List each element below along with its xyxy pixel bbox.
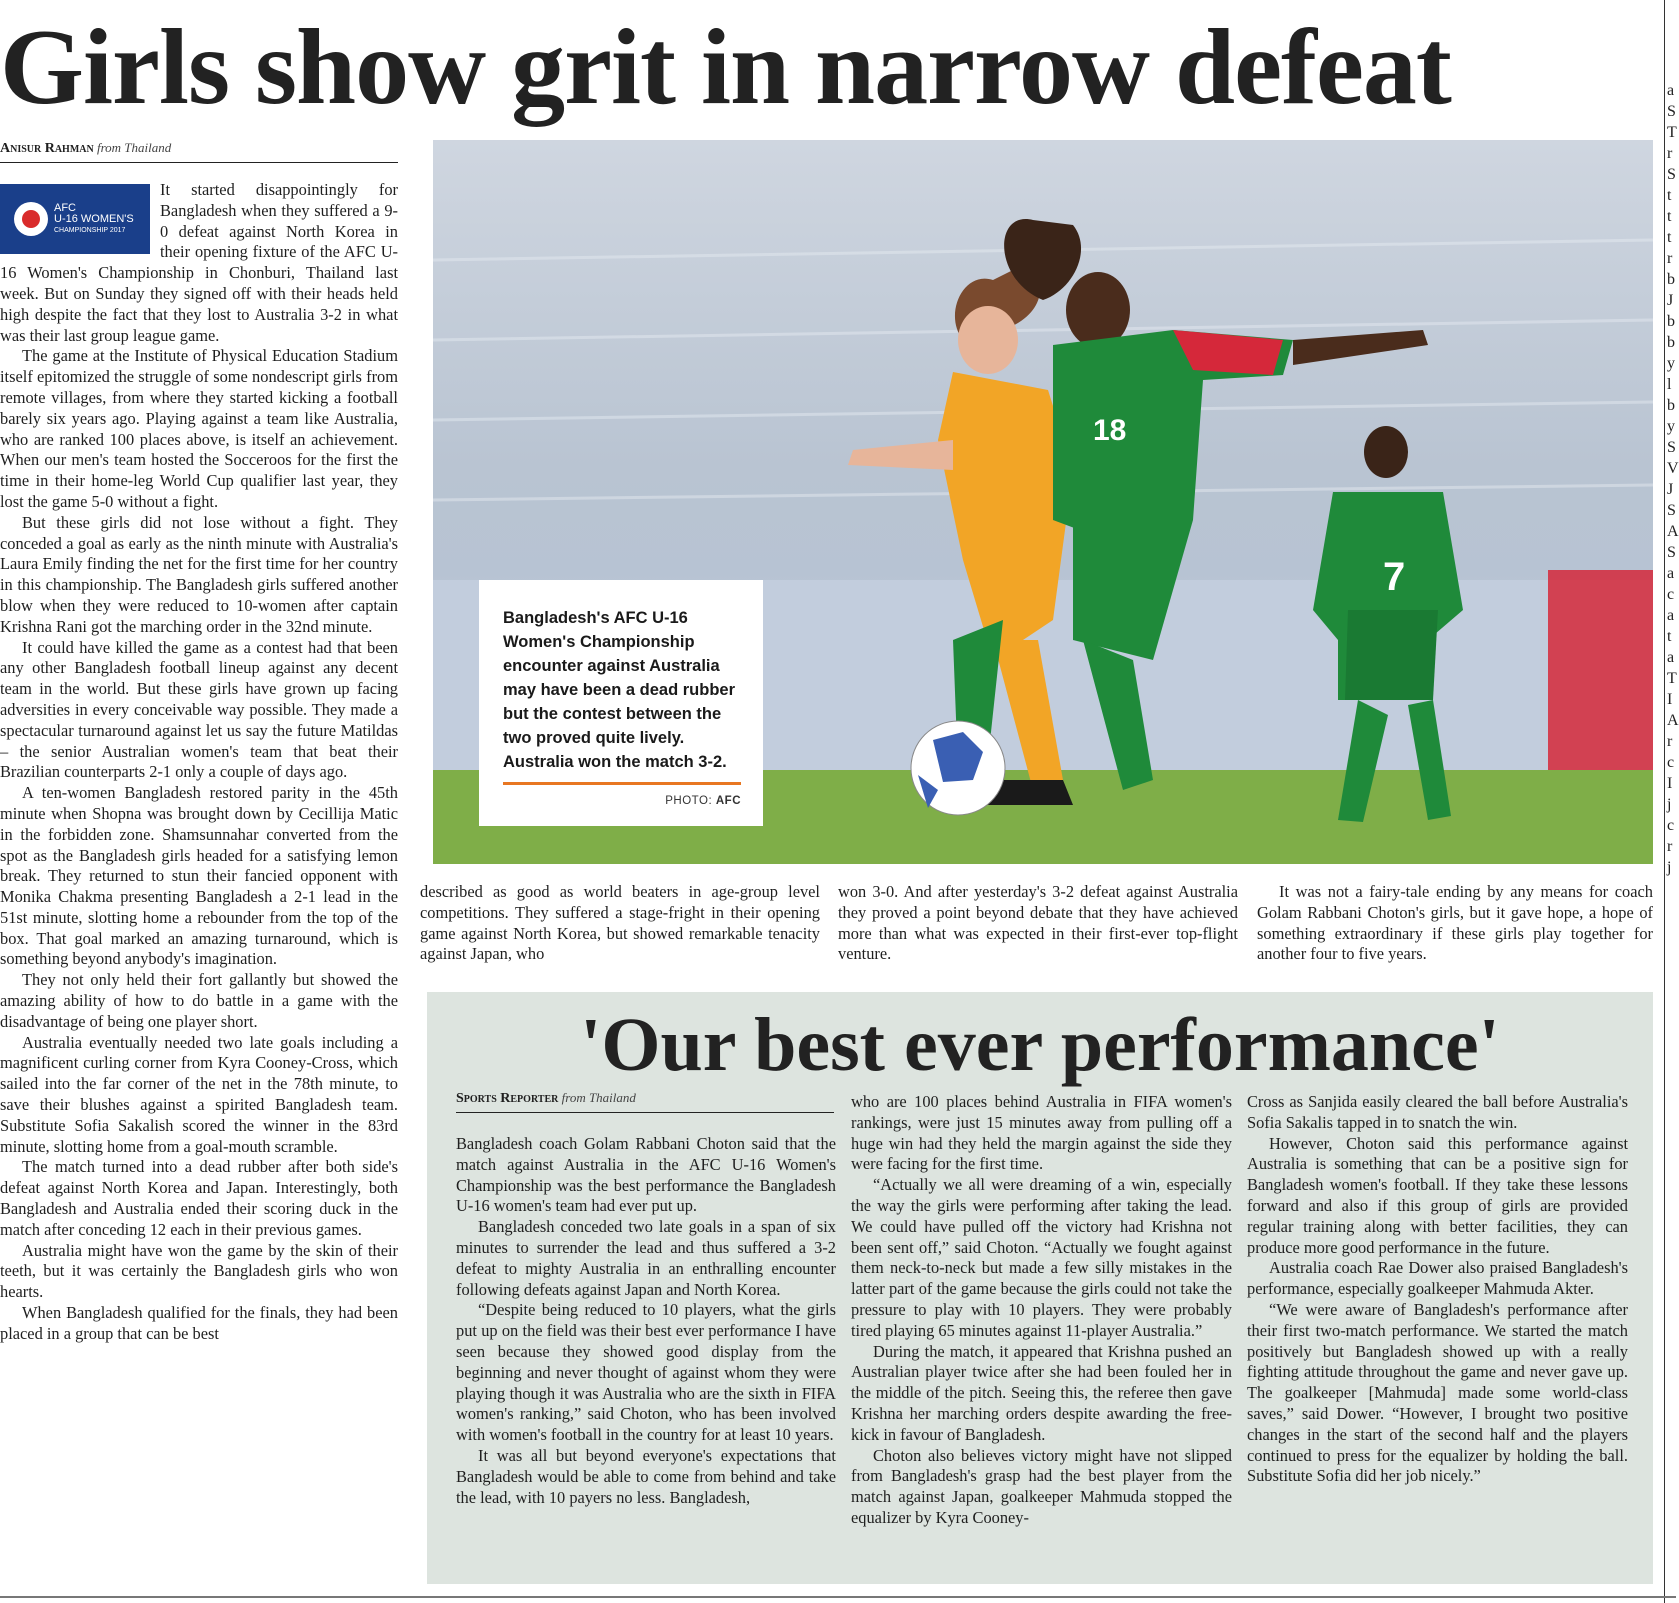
byline-location: from Thailand [96,140,172,155]
logo-afc: AFC [54,201,76,214]
paragraph: It started disappointingly for Bangladesh when they suffered a 9-0 defeat against North Korea in their opening fixture of the AFC U-16 Women's Championship in Chonburi, Thailand last week. But on Sunday they signed off with their heads held high despite the fact that they lost to Australia 3-2 in what was their last group league game. [0,180,398,345]
paragraph: “Actually we all were dreaming of a win, especially the way the girls were performing after taking the lead. We could have pulled off the victory had Krishna not been sent off,” said Choton. “Actually we fought against them neck-to-neck but made a few silly mistakes in the latter part of the game because the girls could not take the pressure to play with 10 players. They were probably tired playing 65 minutes against 11-player Australia.” [851,1175,1232,1340]
paragraph: described as good as world beaters in age-group level competitions. They suffered a stage-fright in their opening game against North Korea, but showed remarkable tenacity against Japan, who [420,882,820,964]
adjacent-column-fragment: a S T r S t t t r b J b b y l b y S V J S A S a c a t a T I A r c I j c r j [1667,82,1679,876]
logo-championship: CHAMPIONSHIP 2017 [54,226,126,234]
byline [0,140,398,163]
main-headline: Girls show grit in narrow defeat [0,8,1451,127]
photo-credit-source: AFC [715,795,741,807]
paragraph: They not only held their fort gallantly but showed the amazing ability of how to do battle in a game with the disadvantage of being one player short. [0,970,398,1031]
paragraph: However, Choton said this performance against Australia is something that can be a positive sign for Bangladesh women's football. If they take these lessons forward and also if this group of girls are provided regular training along with better facilities, they can produce more good performance in the future. [1247,1133,1628,1257]
paragraph: A ten-women Bangladesh restored parity in the 45th minute when Shopna was brought down by Cecillija Matic in the forbidden zone. Shamsunnahar converted from the spot as the Bangladesh girls headed for a satisfying lemon break. They returned to stun their fancied opponent with Monika Chakma presenting Bangladesh a 2-1 lead in the 51st minute, slotting home a rebounder from the top of the box. That goal marked an amazing turnaround, which is something beyond anybody's imagination. [0,783,398,969]
football [911,721,1005,815]
red-board [1548,570,1653,770]
article-column-2 [420,882,820,965]
article2-column-2 [851,1092,1232,1529]
paragraph: “Despite being reduced to 10 players, what the girls put up on the field was their best ever performance I have seen because they showed good display from the beginning and never thought of against whom they were playing though it was Australia who are the sixth in FIFA women's ranking,” said Choton, who has been involved with women's football in the country for at least 10 years. [456,1300,836,1445]
paragraph: Cross as Sanjida easily cleared the ball before Australia's Sofia Sakalis tapped in to snatch the win. [1247,1092,1628,1132]
column-rule-right [1664,0,1665,1603]
paragraph: During the match, it appeared that Krishna pushed an Australian player twice after she had been fouled her in the middle of the pitch. Seeing this, the referee then gave Krishna her marching orders despite awarding the free-kick in favour of Bangladesh. [851,1341,1232,1444]
jersey-number-7: 7 [1383,555,1406,599]
byline-2-location: from Thailand [561,1090,636,1105]
logo-u16: U-16 WOMEN'S [54,212,134,225]
jersey-number-18: 18 [1093,414,1127,447]
afc-championship-logo [0,184,150,254]
byline-2-author: Sports Reporter [456,1091,559,1106]
article2-column-3 [1247,1092,1628,1487]
paragraph: Australia might have won the game by the skin of their teeth, but it was certainly the Bangladesh girls who won hearts. [0,1240,398,1302]
caption-text: Bangladesh's AFC U-16 Women's Championship encounter against Australia may have been a dead rubber but the contest between the two proved quite lively. Australia won the match 3-2. [503,609,736,771]
paragraph: It could have killed the game as a contest had that been any other Bangladesh football lineup against any decent team in the world. But these girls have grown up facing adversities in every conceivable way possible. They made a spectacular turnaround against let us say the future Matildas – the senior Australian women's team that beat their Brazilian counterparts 2-1 only a couple of days ago. [0,637,398,782]
paragraph: won 3-0. And after yesterday's 3-2 defeat against Australia they proved a point beyond debate that they have achieved more than what was expected in their first-ever top-flight venture. [838,882,1238,964]
article-column-4 [1257,882,1653,965]
paragraph: When Bangladesh qualified for the finals, they had been placed in a group that can be best [0,1303,398,1343]
page-bottom-rule [0,1596,1676,1598]
paragraph: But these girls did not lose without a fight. They conceded a goal as early as the ninth minute with Australia's Laura Emily finding the net for the first time for her country in this championship. The Bangladesh girls suffered another blow when they were reduced to 10-women after captain Krishna Rani got the marching order in the 32nd minute. [0,512,398,636]
byline-author: Anisur Rahman [0,141,94,156]
afc-ball-icon [14,202,48,236]
byline-2 [456,1090,834,1113]
paragraph: who are 100 places behind Australia in FIFA women's rankings, were just 15 minutes away from pulling off a huge win had they held the margin against the side they were facing for the first time. [851,1092,1232,1174]
paragraph: The match turned into a dead rubber after both side's defeat against North Korea and Japan. Interestingly, both Bangladesh and Australia ended their scoring duck in the match after conceding 12 each in their previous games. [0,1157,398,1239]
paragraph: “We were aware of Bangladesh's performance after their first two-match performance. We started the match positively but Bangladesh showed up with a really fighting attitude throughout the game and never gave up. The goalkeeper [Mahmuda] made some world-class saves,” said Dower. “However, I brought two positive changes in the start of the second half and the players continued to press for the equalizer by holding the ball. Substitute Sofia did her job nicely.” [1247,1299,1628,1486]
article-column-3 [838,882,1238,965]
paragraph: It was all but beyond everyone's expectations that Bangladesh would be able to come from behind and take the lead, with 10 payers no less. Bangladesh, [456,1445,836,1507]
paragraph: Bangladesh conceded two late goals in a span of six minutes to surrender the lead and thus suffered a 3-2 defeat to mighty Australia in an enthralling encounter following defeats against Japan and North Korea. [456,1217,836,1299]
paragraph: Australia coach Rae Dower also praised Bangladesh's performance, especially goalkeeper Mahmuda Akter. [1247,1258,1628,1299]
paragraph: Choton also believes victory might have not slipped from Bangladesh's grasp had the best player from the match against Japan, goalkeeper Mahmuda stopped the equalizer by Kyra Cooney- [851,1445,1232,1527]
article-column-1 [0,180,398,1345]
paragraph: The game at the Institute of Physical Education Stadium itself epitomized the struggle of some nondescript girls from remote villages, from where they started kicking a football barely six years ago. Playing against a team like Australia, who are ranked 100 places above, is itself an achievement. When our men's team hosted the Socceroos for the first the time in their home-leg World Cup qualifier last year, they lost the game 5-0 without a fight. [0,346,398,511]
paragraph: It was not a fairy-tale ending by any means for coach Golam Rabbani Choton's girls, but it gave hope, a hope of something extraordinary if these girls play together for another four to five years. [1257,882,1653,964]
paragraph: Bangladesh coach Golam Rabbani Choton said that the match against Australia in the AFC U-16 Women's Championship was the best performance the Bangladesh U-16 women's team had ever put up. [456,1134,836,1216]
photo-credit-label: PHOTO: [665,795,713,807]
photo-credit [503,795,741,807]
paragraph: Australia eventually needed two late goals including a magnificent curling corner from Kyra Cooney-Cross, which sailed into the far corner of the net in the 78th minute, to save their blushes against a spirited Bangladesh team. Substitute Sofia Sakalish scored the winner in the 83rd minute, slotting home from a goal-mouth scramble. [0,1032,398,1156]
article2-column-1 [456,1134,836,1508]
photo-caption [479,580,763,826]
secondary-headline: 'Our best ever performance' [580,1003,1500,1087]
caption-divider [503,782,741,785]
